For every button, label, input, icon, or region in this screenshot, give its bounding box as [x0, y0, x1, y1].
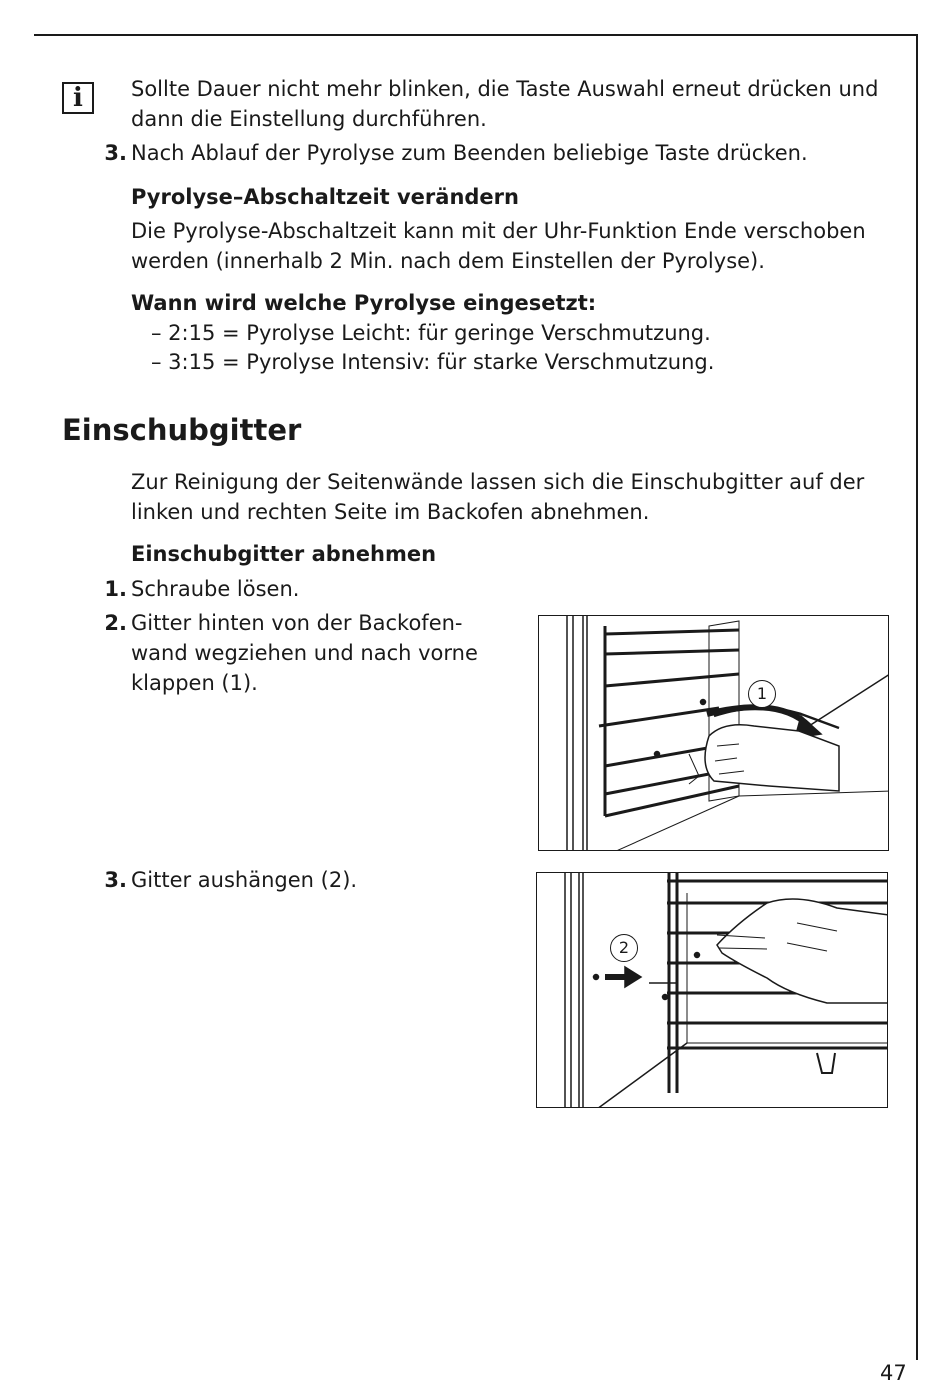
paragraph-line: Zur Reinigung der Seitenwände lassen sich die Einschubgitter auf der: [131, 470, 865, 494]
step-text: Nach Ablauf der Pyrolyse zum Beenden beliebige Taste drücken.: [131, 141, 808, 165]
paragraph-line: linken und rechten Seite im Backofen abnehmen.: [131, 500, 650, 524]
paragraph-line: Die Pyrolyse-Abschaltzeit kann mit der Uhr-Funktion Ende verschoben: [131, 219, 866, 243]
callout-2: 2: [610, 934, 638, 962]
illustration-pull-rack: [538, 615, 889, 851]
list-item: – 2:15 = Pyrolyse Leicht: für geringe Verschmutzung.: [151, 321, 711, 345]
step-number: 3.: [104, 868, 127, 892]
step-text: Schraube lösen.: [131, 577, 300, 601]
step-text: Gitter hinten von der Backofen-: [131, 611, 463, 635]
paragraph-line: werden (innerhalb 2 Min. nach dem Einstellen der Pyrolyse).: [131, 249, 765, 273]
step-number: 1.: [104, 577, 127, 601]
illustration-unhook-rack: [536, 872, 888, 1108]
info-note-line2: dann die Einstellung durchführen.: [131, 107, 487, 131]
step-number: 2.: [104, 611, 127, 635]
step-text: Gitter aushängen (2).: [131, 868, 358, 892]
subheading-wann: Wann wird welche Pyrolyse eingesetzt:: [131, 291, 597, 315]
top-rule: [34, 34, 918, 36]
step-text: wand wegziehen und nach vorne: [131, 641, 478, 665]
right-rule: [916, 34, 918, 1360]
step-text: klappen (1).: [131, 671, 258, 695]
subheading-abschaltzeit: Pyrolyse–Abschaltzeit verändern: [131, 185, 519, 209]
list-item: – 3:15 = Pyrolyse Intensiv: für starke Verschmutzung.: [151, 350, 715, 374]
step-number: 3.: [104, 141, 127, 165]
page-number: 47: [880, 1361, 907, 1385]
section-title: Einschubgitter: [62, 413, 302, 447]
info-note-line1: Sollte Dauer nicht mehr blinken, die Taste Auswahl erneut drücken und: [131, 77, 879, 101]
callout-1: 1: [748, 680, 776, 708]
subheading-abnehmen: Einschubgitter abnehmen: [131, 542, 437, 566]
info-icon: i: [62, 82, 94, 114]
